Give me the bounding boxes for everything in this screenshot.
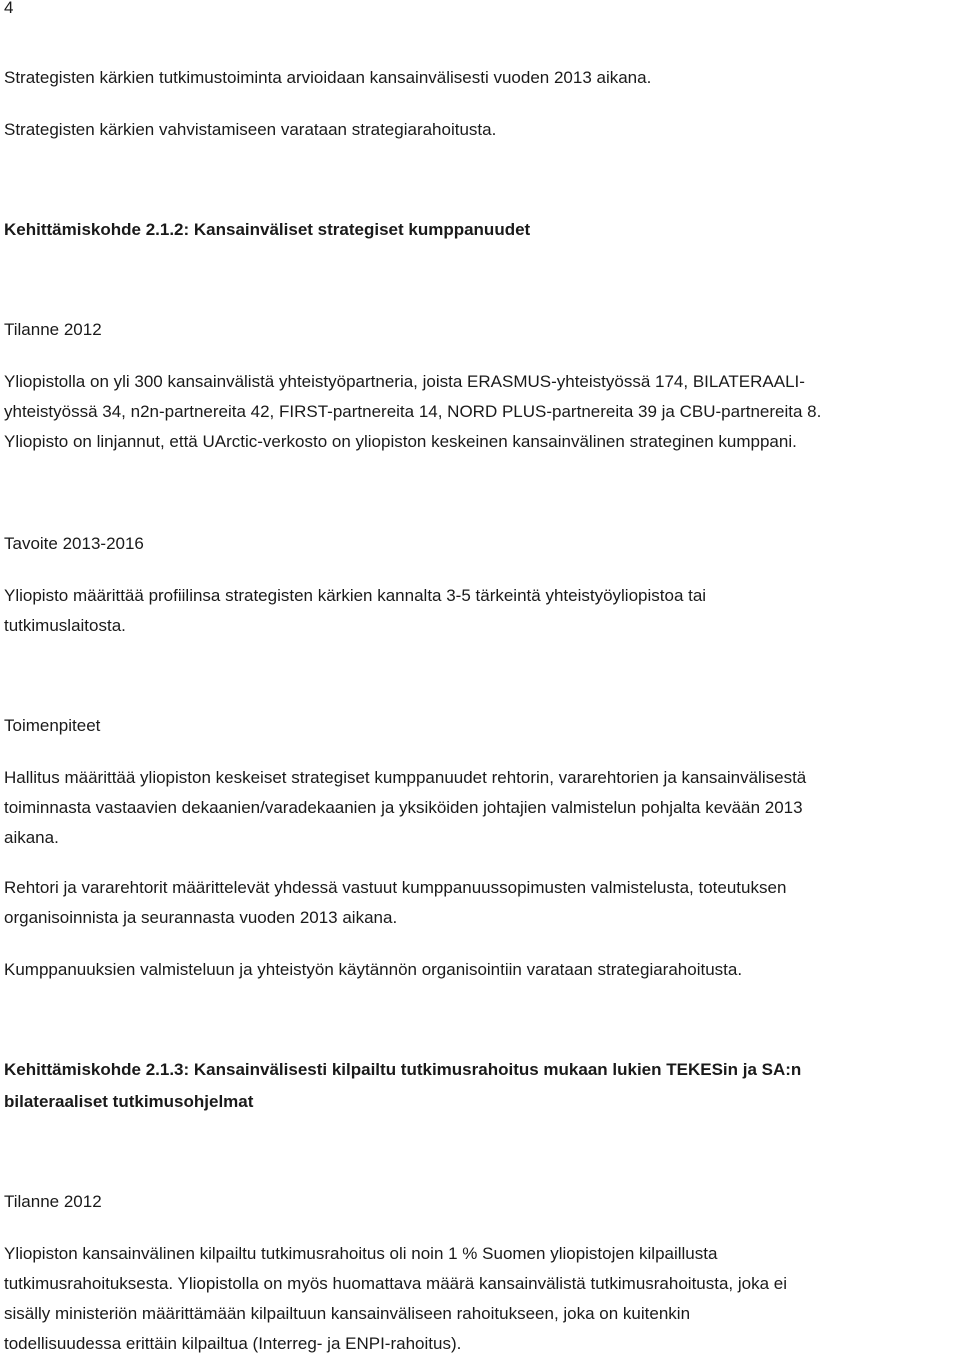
section-heading-2-1-3: Kehittämiskohde 2.1.3: Kansainvälisesti kilpailtu tutkimusrahoitus mukaan lukien TEKESin ja SA:n [4,1060,802,1079]
status-line: Yliopisto on linjannut, että UArctic-verkosto on yliopiston keskeinen kansainvälinen strateginen kumppani. [4,432,797,451]
page-number: 4 [4,0,14,17]
status-line: Yliopistolla on yli 300 kansainvälistä yhteistyöpartneria, joista ERASMUS-yhteistyössä 174, BILATERAALI- [4,372,805,391]
status-label-2-1-3: Tilanne 2012 [4,1192,102,1211]
action-1-line: Hallitus määrittää yliopiston keskeiset strategiset kumppanuudet rehtorin, vararehtorien ja kansainvälisestä [4,768,807,787]
status-line: Yliopiston kansainvälinen kilpailtu tutkimusrahoitus oli noin 1 % Suomen yliopistojen kilpaillusta [4,1244,718,1263]
section-heading-2-1-3: bilateraaliset tutkimusohjelmat [4,1092,254,1111]
action-1-line: toiminnasta vastaavien dekaanien/varadekaanien ja yksiköiden johtajien valmistelun pohjalta kevään 2013 [4,798,803,817]
status-line: tutkimusrahoituksesta. Yliopistolla on myös huomattava määrä kansainvälistä tutkimusrahoitusta, joka ei [4,1274,788,1293]
intro-line-2: Strategisten kärkien vahvistamiseen varataan strategiarahoitusta. [4,120,497,139]
goal-line: Yliopisto määrittää profiilinsa strategisten kärkien kannalta 3-5 tärkeintä yhteistyöyliopistoa tai [4,586,707,605]
status-label-2-1-2: Tilanne 2012 [4,320,102,339]
action-3-line: Kumppanuuksien valmisteluun ja yhteistyön käytännön organisointiin varataan strategiarahoitusta. [4,960,743,979]
status-line: todellisuudessa erittäin kilpailtua (Interreg- ja ENPI-rahoitus). [4,1334,462,1353]
action-2-line: Rehtori ja vararehtorit määrittelevät yhdessä vastuut kumppanuussopimusten valmistelusta, toteutuksen [4,878,787,897]
status-line: yhteistyössä 34, n2n-partnereita 42, FIRST-partnereita 14, NORD PLUS-partnereita 39 ja CBU-partnereita 8. [4,402,822,421]
section-heading-2-1-2: Kehittämiskohde 2.1.2: Kansainväliset strategiset kumppanuudet [4,220,531,239]
action-1-line: aikana. [4,828,59,847]
goal-line: tutkimuslaitosta. [4,616,126,635]
actions-label: Toimenpiteet [4,716,101,735]
intro-line-1: Strategisten kärkien tutkimustoiminta arvioidaan kansainvälisesti vuoden 2013 aikana. [4,68,652,87]
goal-label: Tavoite 2013-2016 [4,534,144,553]
action-2-line: organisoinnista ja seurannasta vuoden 2013 aikana. [4,908,398,927]
status-line: sisälly ministeriön määrittämään kilpailtuun kansainväliseen rahoitukseen, joka on kuitenkin [4,1304,691,1323]
